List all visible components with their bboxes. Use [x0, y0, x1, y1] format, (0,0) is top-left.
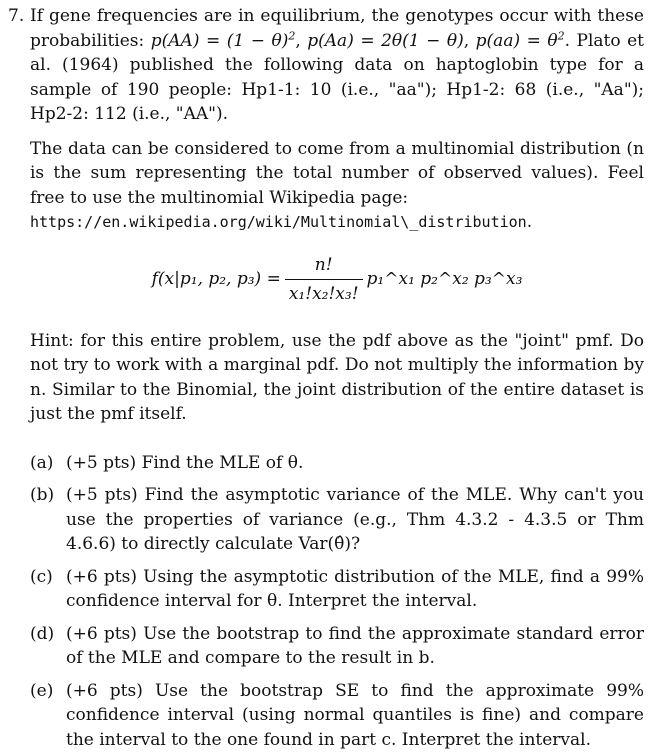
formula-lhs: f(x|p₁, p₂, p₃) =	[152, 267, 281, 292]
intro-text-a: If gene frequencies are in equilibrium, the genotypes occur with these probabilities:	[30, 6, 644, 51]
equation-aa-small: $p(aa) = \theta^2$	[476, 31, 565, 51]
part-text: (+5 pts) Find the asymptotic variance of the MLE. Why can't you use the properties of variance (e.g., Thm 4.3.2 - 4.3.5 or Thm 4.6.6) to directly calculate Var(θ̂)?	[66, 483, 644, 557]
part-e	[30, 679, 644, 752]
multinomial-text: The data can be considered to come from a multinomial distribution (n is the sum representing the total number of observed values). Feel free to use the multinomial Wikipedia page:	[30, 139, 644, 208]
part-label: (c)	[30, 565, 66, 614]
part-c	[30, 565, 644, 614]
equation-aa-mixed: p(Aa) = 2θ(1 − θ)	[307, 31, 463, 51]
question-parts	[8, 451, 644, 752]
part-text: (+6 pts) Use the bootstrap to find the approximate standard error of the MLE and compare to the result in b.	[66, 622, 644, 671]
part-text: (+6 pts) Use the bootstrap SE to find the approximate 99% confidence interval (using normal quantiles is fine) and compare the interval to the one found in part c. Interpret the interval.	[66, 679, 644, 752]
wikipedia-url[interactable]: https://en.wikipedia.org/wiki/Multinomial\_distribution	[30, 213, 527, 231]
formula-fraction	[285, 253, 363, 307]
multinomial-paragraph: The data can be considered to come from a multinomial distribution (n is the sum representing the total number of observed values). Feel free to use the multinomial Wikipedia page: https://en.wikipedia.org/wiki/Multinomial\_distribution.	[30, 137, 644, 235]
part-text: (+6 pts) Using the asymptotic distribution of the MLE, find a 99% confidence interval for θ. Interpret the interval.	[66, 565, 644, 614]
part-label: (b)	[30, 483, 66, 557]
formula-numerator: n!	[311, 253, 337, 280]
part-a	[30, 451, 644, 476]
intro-text-b: . Plato et al. (1964) published the following data on haptoglobin type for a sample of 190 people: Hp1-1: 10 (i.e., "aa"); Hp1-2: 68 (i.e., "Aa"); Hp2-2: 112 (i.e., "AA").	[30, 31, 644, 125]
equation-aa-big: $p(AA) = (1 - \theta)^2$	[151, 31, 296, 51]
part-b	[30, 483, 644, 557]
problem-body	[30, 4, 644, 437]
formula-denominator: x₁!x₂!x₃!	[285, 279, 363, 307]
hint-paragraph: Hint: for this entire problem, use the pdf above as the "joint" pmf. Do not try to work with a marginal pdf. Do not multiply the information by n. Similar to the Binomial, the joint distribution of the entire dataset is just the pmf itself.	[30, 329, 644, 427]
formula-rhs: p₁^x₁ p₂^x₂ p₃^x₃	[367, 267, 523, 292]
part-label: (d)	[30, 622, 66, 671]
problem-number: 7.	[8, 4, 30, 437]
multinomial-formula	[30, 253, 644, 307]
part-text: (+5 pts) Find the MLE of θ.	[66, 451, 644, 476]
part-label: (a)	[30, 451, 66, 476]
part-d	[30, 622, 644, 671]
problem-7	[8, 4, 644, 437]
part-label: (e)	[30, 679, 66, 752]
intro-paragraph: If gene frequencies are in equilibrium, the genotypes occur with these probabilities: $p(AA) = (1 - \theta)^2$, p(Aa) = 2θ(1 − θ), $p(aa) = \theta^2$. Plato et al. (1964) published the following data on haptoglobin type for a sample of 190 people: Hp1-1: 10 (i.e., "aa"); Hp1-2: 68 (i.e., "Aa"); Hp2-2: 112 (i.e., "AA").	[30, 4, 644, 127]
